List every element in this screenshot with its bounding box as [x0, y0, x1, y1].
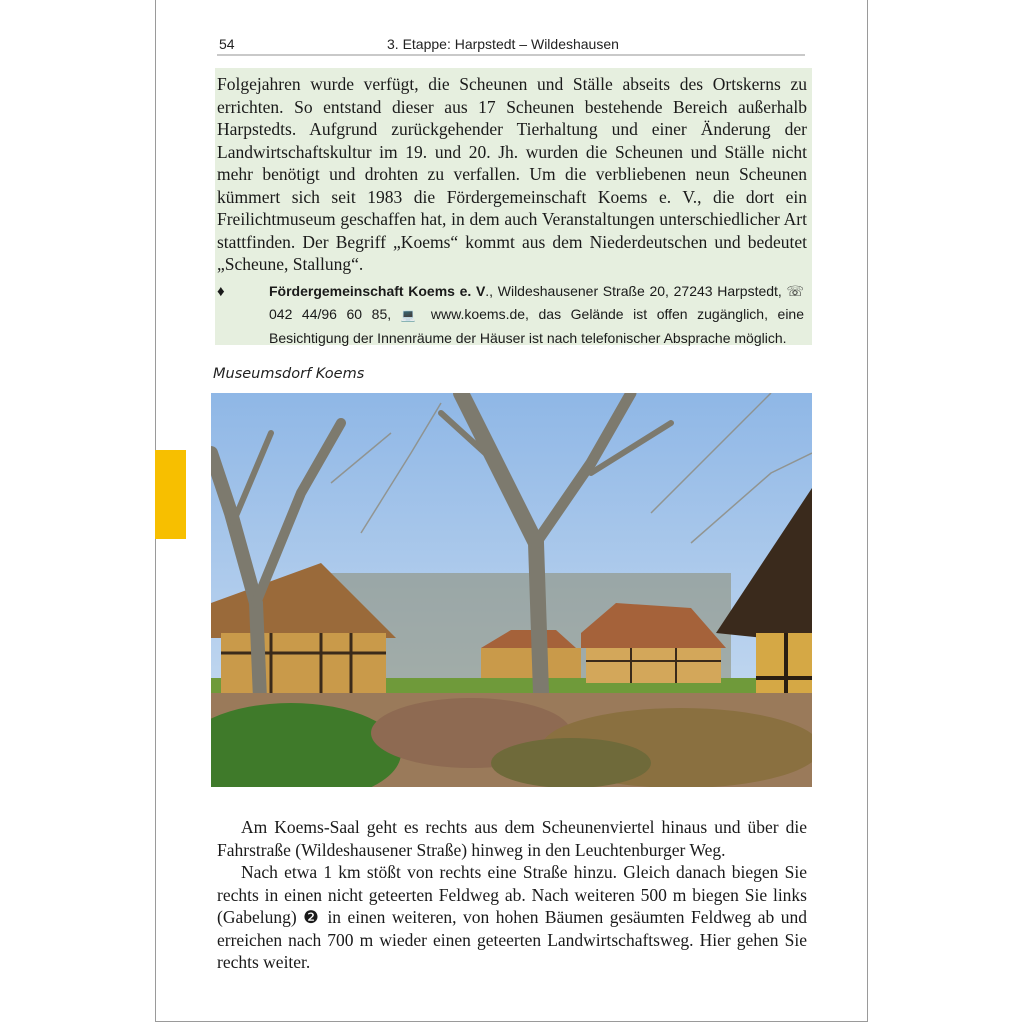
- museum-village-photo: [211, 393, 812, 787]
- address-text: [269, 280, 804, 350]
- website-text: www.koems.de, das Gelände ist offen zugänglich, eine Besichtigung der Innenräume der Häuser ist nach telefonischer Absprache möglich.: [269, 306, 805, 346]
- page-header: [217, 36, 805, 56]
- body-paragraph-2-part-2: in einen weiteren, von hohen Bäumen gesäumten Feldweg ab und erreichen nach 700 m wieder einen geteerten Landwirtschaftsweg. Hier gehen Sie rechts weiter.: [217, 907, 807, 972]
- phone-icon: ☏: [786, 283, 804, 299]
- computer-icon: 💻: [400, 308, 422, 322]
- body-paragraph-2-part-1: Nach etwa 1 km stößt von rechts eine Straße hinzu. Gleich danach biegen Sie rechts in einen nicht geteerten Feldweg ab. Nach weiteren 500 m biegen Sie links (Gabelung): [217, 862, 807, 927]
- phone-number: 042 44/96 60 85,: [269, 306, 392, 322]
- photo-caption: Museumsdorf Koems: [213, 366, 365, 382]
- body-paragraph-1: Am Koems-Saal geht es rechts aus dem Scheunenviertel hinaus und über die Fahrstraße (Wildeshausener Straße) hinweg in den Leuchtenburger Weg.: [217, 817, 807, 860]
- running-title: 3. Etappe: Harpstedt – Wildeshausen: [387, 36, 619, 52]
- body-paragraph-2: [217, 861, 807, 974]
- address-line: ., Wildeshausener Straße 20, 27243 Harpstedt,: [485, 283, 782, 299]
- body-text: [217, 816, 807, 974]
- waypoint-marker-icon: ❷: [303, 907, 321, 927]
- chapter-thumb-tab: [155, 450, 186, 539]
- page-number: 54: [219, 36, 235, 52]
- info-box-paragraph: Folgejahren wurde verfügt, die Scheunen und Ställe abseits des Ortskerns zu errichten. So entstand dieser aus 17 Scheunen bestehende Bereich außerhalb Harpstedts. Aufgrund zurückgehender Tierhaltung und einer Änderung der Landwirtschaftskultur im 19. und 20. Jh. wurden die Scheunen und Ställe nicht mehr benötigt und drohten zu verfallen. Um die verbliebenen neun Scheunen kümmert sich seit 1983 die Fördergemeinschaft Koems e. V., die dort ein Freilichtmuseum geschaffen hat, in dem auch Veranstaltungen unterschiedlicher Art stattfinden. Der Begriff „Koems“ kommt aus dem Niederdeutschen und bedeutet „Scheune, Stallung“.: [217, 74, 807, 274]
- info-box: [215, 68, 812, 345]
- organization-name: Fördergemeinschaft Koems e. V: [269, 283, 486, 299]
- diamond-bullet-icon: ♦: [217, 283, 225, 300]
